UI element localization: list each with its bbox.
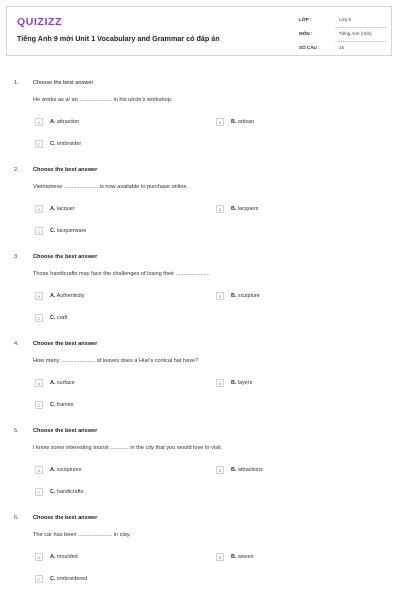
option-text: woven	[237, 554, 254, 560]
question-prompt: Choose the best answer	[33, 428, 98, 434]
question-stem: The car has been ...................... in clay.	[33, 532, 131, 538]
question-stem: How many ...................... of leaves does a Hue's conical hat have?	[33, 358, 199, 364]
option-key: B.	[231, 380, 237, 386]
question-stem: Those handicrafts may face the challenges of losing their ......................	[33, 271, 210, 277]
option-letter-box[interactable]: A	[35, 379, 43, 387]
meta-class-value: Lớp 9	[339, 17, 351, 22]
worksheet-title: Tiếng Anh 9 mới Unit 1 Vocabulary and Grammar có đáp án	[17, 34, 220, 43]
meta-divider	[335, 27, 387, 28]
option-text: craft	[56, 315, 68, 321]
option-key: B.	[231, 206, 237, 212]
option-text: layers	[237, 380, 253, 386]
option-letter-box[interactable]: B	[216, 379, 224, 387]
option-text: attraction	[56, 119, 80, 125]
option-text: embroider	[56, 141, 82, 147]
option-text: handicrafts	[56, 489, 84, 495]
option-key: C.	[50, 141, 56, 147]
question-prompt: Choose the best answer	[33, 254, 98, 260]
meta-class-label: LỚP :	[299, 17, 312, 22]
question-number: 4.	[14, 341, 19, 347]
option-key: A.	[50, 206, 56, 212]
option-letter-box[interactable]: B	[216, 292, 224, 300]
question-prompt: Choose the best answer	[33, 341, 98, 347]
option-key: C.	[50, 315, 56, 321]
option-key: C.	[50, 489, 56, 495]
question-number: 2.	[14, 167, 19, 173]
meta-count-value: 15	[339, 45, 345, 50]
option-text: surface	[56, 380, 75, 386]
option-letter-box[interactable]: A	[35, 292, 43, 300]
option-key: A.	[50, 467, 56, 473]
option-text: sculpture	[237, 293, 260, 299]
option-letter-box[interactable]: A	[35, 205, 43, 213]
meta-divider	[335, 41, 387, 42]
option-key: A.	[50, 119, 56, 125]
option-letter-box[interactable]: B	[216, 553, 224, 561]
question-prompt: Choose the best answer	[33, 80, 94, 86]
option-letter-box[interactable]: A	[35, 118, 43, 126]
option-letter-box[interactable]: B	[216, 118, 224, 126]
option-letter-box[interactable]: B	[216, 466, 224, 474]
option-letter-box[interactable]: C	[35, 314, 43, 322]
question-number: 1.	[14, 80, 19, 86]
option-text: lacquer	[56, 206, 75, 212]
option-letter-box[interactable]: A	[35, 553, 43, 561]
option-key: C.	[50, 576, 56, 582]
option-letter-box[interactable]: C	[35, 575, 43, 583]
option-key: B.	[231, 293, 237, 299]
option-text: lacquers	[237, 206, 259, 212]
option-key: C.	[50, 402, 56, 408]
option-text: Authenticity	[56, 293, 85, 299]
option-text: sculptures	[56, 467, 82, 473]
option-key: A.	[50, 554, 56, 560]
question-prompt: Choose the best answer	[33, 515, 98, 521]
option-key: A.	[50, 293, 56, 299]
question-number: 3.	[14, 254, 19, 260]
option-key: A.	[50, 380, 56, 386]
option-key: C.	[50, 228, 56, 234]
question-prompt: Choose the best answer	[33, 167, 98, 173]
question-stem: I know some interesting tourist ............ in the city that you would love to visit.	[33, 445, 223, 451]
option-key: B.	[231, 554, 237, 560]
option-letter-box[interactable]: C	[35, 140, 43, 148]
meta-subject-value: Tiếng Anh (mới)	[339, 31, 372, 36]
question-number: 6.	[14, 515, 19, 521]
worksheet-header	[6, 6, 392, 56]
quizizz-logo: QUIZIZZ	[17, 16, 63, 28]
option-letter-box[interactable]: C	[35, 488, 43, 496]
option-letter-box[interactable]: C	[35, 227, 43, 235]
option-text: attractions	[237, 467, 263, 473]
option-text: artisan	[237, 119, 255, 125]
option-letter-box[interactable]: A	[35, 466, 43, 474]
option-text: lacquerware	[56, 228, 87, 234]
option-text: embroidered	[56, 576, 88, 582]
meta-count-label: SỐ CÂU :	[299, 45, 320, 50]
page-bottom-margin	[0, 592, 400, 600]
meta-subject-label: MÔN :	[299, 31, 313, 36]
question-number: 5.	[14, 428, 19, 434]
option-text: frames	[56, 402, 74, 408]
option-key: B.	[231, 467, 237, 473]
option-text: moulded	[56, 554, 78, 560]
question-stem: He works as a/ an ..................... in his uncle's workshop.	[33, 97, 173, 103]
option-letter-box[interactable]: B	[216, 205, 224, 213]
option-key: B.	[231, 119, 237, 125]
question-stem: Vietnamese ...................... is now available to purchase online.	[33, 184, 189, 190]
option-letter-box[interactable]: C	[35, 401, 43, 409]
